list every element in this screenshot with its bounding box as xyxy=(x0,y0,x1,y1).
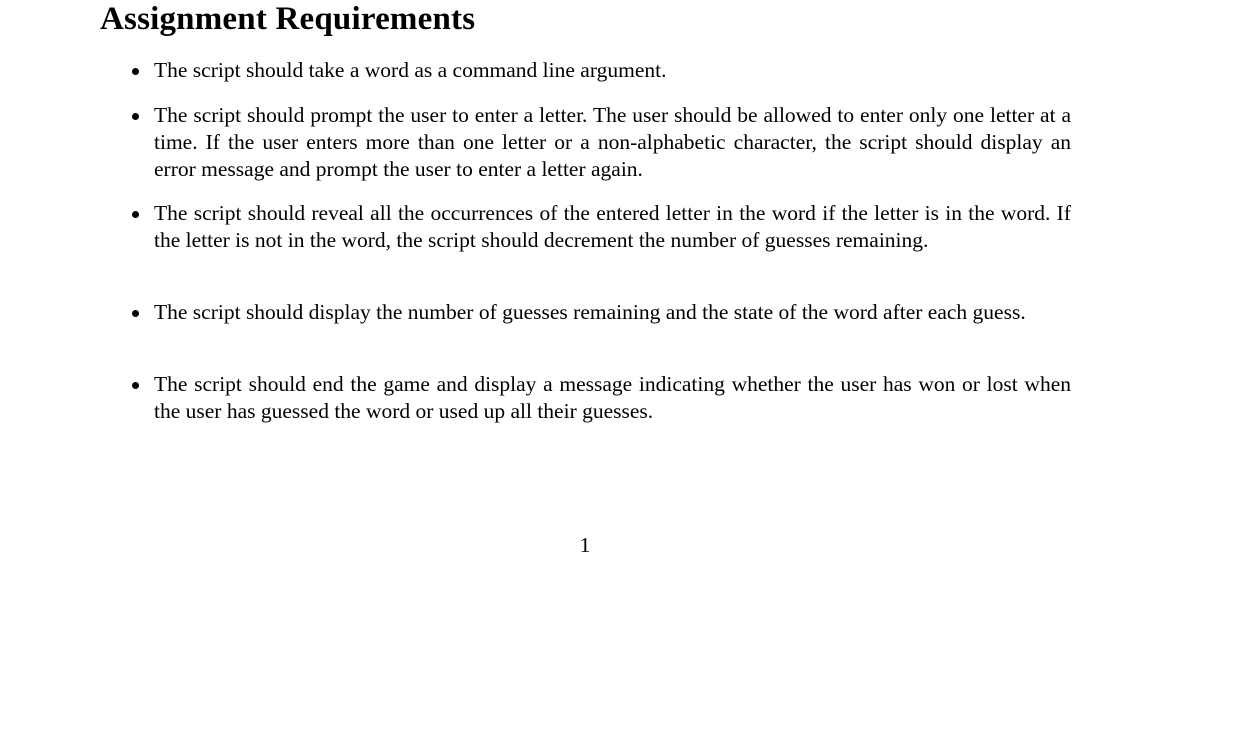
bullet-icon xyxy=(132,113,139,120)
requirement-item xyxy=(154,102,1071,183)
requirement-text: The script should take a word as a command line argument. xyxy=(154,58,667,82)
bullet-icon xyxy=(132,68,139,75)
requirement-text: The script should reveal all the occurrences of the entered letter in the word if the letter is in the word. If the letter is not in the word, the script should decrement the number of guesses remaining. xyxy=(154,201,1071,252)
requirement-text: The script should end the game and display a message indicating whether the user has won or lost when the user has guessed the word or used up all their guesses. xyxy=(154,372,1071,423)
requirement-item xyxy=(154,200,1071,254)
requirement-text: The script should display the number of guesses remaining and the state of the word after each guess. xyxy=(154,300,1026,324)
bullet-icon xyxy=(132,211,139,218)
requirement-item xyxy=(154,57,1071,84)
bullet-icon xyxy=(132,382,139,389)
requirement-text: The script should prompt the user to enter a letter. The user should be allowed to enter only one letter at a time. If the user enters more than one letter or a non-alphabetic character, the script should display an error message and prompt the user to enter a letter again. xyxy=(154,103,1071,181)
requirement-item xyxy=(154,371,1071,425)
section-heading: Assignment Requirements xyxy=(100,1,476,37)
bullet-icon xyxy=(132,310,139,317)
requirement-item xyxy=(154,299,1071,326)
page-number: 1 xyxy=(579,533,591,557)
